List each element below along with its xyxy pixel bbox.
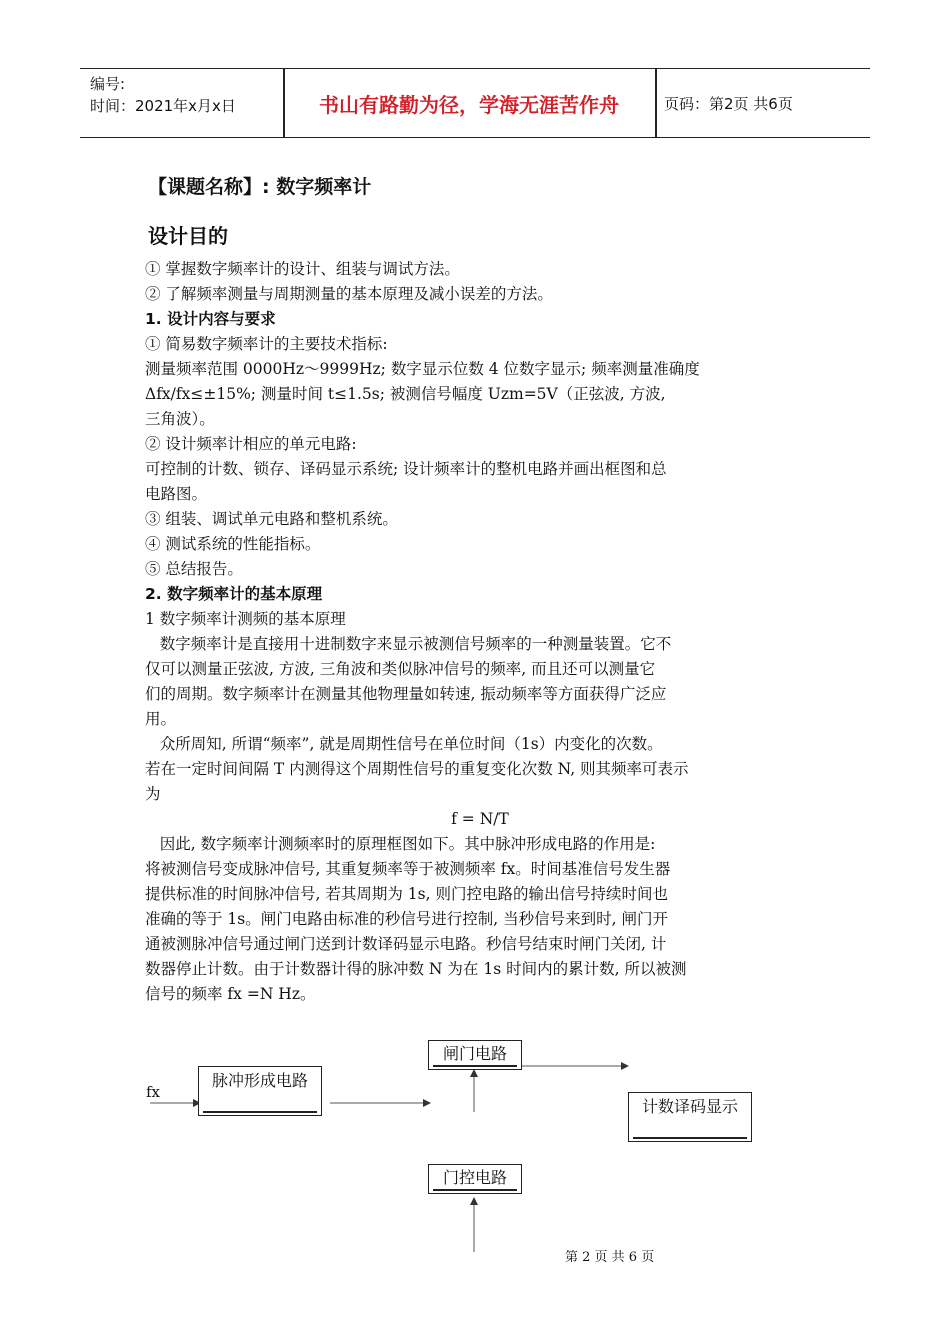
body-line: ⑤ 总结报告。	[145, 560, 243, 578]
doc-time-label: 时间：2021年x月x日	[90, 97, 236, 115]
body-line: 因此, 数字频率计测频率时的原理框图如下。其中脉冲形成电路的作用是:	[145, 835, 656, 853]
formula: f = N/T	[451, 810, 509, 828]
body-line: ① 简易数字频率计的主要技术指标:	[145, 335, 388, 353]
body-line: ② 了解频率测量与周期测量的基本原理及减小误差的方法。	[145, 285, 553, 303]
body-line: 数器停止计数。由于计数器计得的脉冲数 N 为在 1s 时间内的累计数, 所以被测	[145, 960, 687, 978]
body-line: 仅可以测量正弦波, 方波, 三角波和类似脉冲信号的频率, 而且还可以测量它	[145, 660, 656, 678]
body-line: 三角波）。	[145, 410, 215, 428]
box-underline	[433, 1189, 517, 1191]
input-label-fx: fx	[146, 1083, 161, 1101]
header-motto: 书山有路勤为径，学海无涯苦作舟	[319, 92, 619, 117]
body-line: 提供标准的时间脉冲信号, 若其周期为 1s, 则门控电路的输出信号持续时间也	[145, 885, 668, 903]
body-line: 电路图。	[145, 485, 208, 503]
body-line: 通被测脉冲信号通过闸门送到计数译码显示电路。秒信号结束时闸门关闭, 计	[145, 935, 667, 953]
body-line: 若在一定时间间隔 T 内测得这个周期性信号的重复变化次数 N, 则其频率可表示	[145, 760, 689, 778]
body-heading: 1. 设计内容与要求	[145, 310, 276, 328]
gate-control-box	[428, 1164, 522, 1194]
gate-circuit-label: 闸门电路	[442, 1044, 507, 1063]
gate-circuit-box	[428, 1040, 522, 1070]
body-line: ① 掌握数字频率计的设计、组装与调试方法。	[145, 260, 460, 278]
body-line: 将被测信号变成脉冲信号, 其重复频率等于被测频率 fx。时间基准信号发生器	[145, 860, 671, 878]
pulse-shaping-label: 脉冲形成电路	[211, 1071, 308, 1090]
page-footer: 第 2 页 共 6 页	[565, 1250, 655, 1265]
body-line: 用。	[145, 710, 177, 728]
body-line: ④ 测试系统的性能指标。	[145, 535, 321, 553]
body-line: 为	[145, 785, 161, 803]
box-underline	[433, 1065, 517, 1067]
box-underline	[203, 1111, 317, 1113]
body-line: 信号的频率 fx =N Hz。	[145, 985, 316, 1003]
section-title: 设计目的	[148, 224, 228, 248]
doc-title: 【课题名称】: 数字频率计	[148, 176, 372, 198]
body-line: 准确的等于 1s。闸门电路由标准的秒信号进行控制, 当秒信号来到时, 闸门开	[145, 910, 668, 928]
counter-display-box	[628, 1092, 752, 1142]
body-heading: 2. 数字频率计的基本原理	[145, 585, 323, 603]
body-line: 测量频率范围 0000Hz～9999Hz; 数字显示位数 4 位数字显示; 频率测量准确度	[145, 360, 700, 378]
counter-display-label: 计数译码显示	[641, 1097, 738, 1116]
doc-number-label: 编号:	[90, 75, 126, 93]
body-line: 可控制的计数、锁存、译码显示系统; 设计频率计的整机电路并画出框图和总	[145, 460, 667, 478]
body-line: ③ 组装、调试单元电路和整机系统。	[145, 510, 398, 528]
gate-control-label: 门控电路	[442, 1168, 507, 1187]
body-line: 们的周期。数字频率计在测量其他物理量如转速, 振动频率等方面获得广泛应	[145, 685, 667, 703]
body-line: ② 设计频率计相应的单元电路:	[145, 435, 357, 453]
body-line: 1 数字频率计测频的基本原理	[145, 610, 346, 628]
body-line: Δfx/fx≤±15%; 测量时间 t≤1.5s; 被测信号幅度 Uzm=5V（正弦波, 方波,	[145, 385, 666, 403]
body-line: 数字频率计是直接用十进制数字来显示被测信号频率的一种测量装置。它不	[145, 635, 672, 653]
box-underline	[633, 1137, 747, 1139]
pulse-shaping-box	[198, 1066, 322, 1116]
header-page-info: 页码：第2页 共6页	[664, 94, 793, 113]
body-line: 众所周知, 所谓“频率”, 就是周期性信号在单位时间（1s）内变化的次数。	[145, 735, 663, 753]
